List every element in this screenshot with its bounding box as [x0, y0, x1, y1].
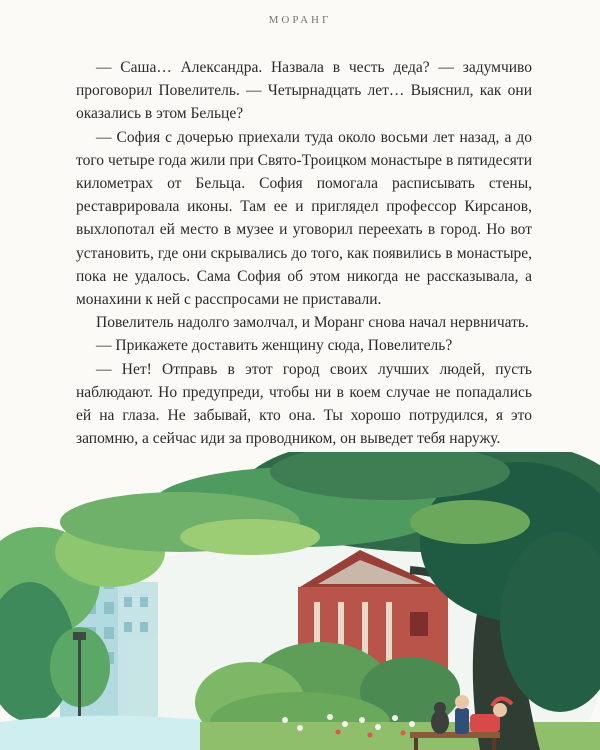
paragraph: — София с дочерью приехали туда около восьми лет назад, а до того четыре года жили при Свято-Троицком монастыре в пятидесяти километрах от Бельца. София помогала расписывать стены, реставрировала иконы. Там ее и приглядел профессор Кирсанов, выхлопотал ей место в музее и уговорил переехать в город. Но вот установить, где они скрывались до того, как появились в монастыре, пока не удалось. Сама София об этом никогда не рассказывала, а монахини к ней с расспросами не приставали. [76, 128, 532, 309]
paragraph: — Нет! Отправь в этот город своих лучших людей, пусть наблюдают. Но предупреди, чтобы ни в коем случае не попадались ей на глаза. Не забывай, кто она. Ты хорошо потрудился, я это запомню, а сейчас иди за проводником, он выведет тебя наружу. [76, 360, 532, 448]
paragraph: Повелитель надолго замолчал, и Моранг снова начал нервничать. [96, 314, 529, 332]
paragraph: — Саша… Александра. Назвала в честь деда? — задумчиво проговорил Повелитель. — Четырнадцать лет… Выяснил, как они оказались в этом Бельце? [76, 59, 532, 123]
lawn [200, 722, 600, 750]
park-scene-illustration [0, 452, 600, 750]
running-head: МОРАНГ [268, 14, 332, 26]
body-text [76, 56, 532, 450]
paragraph: — Прикажете доставить женщину сюда, Повелитель? [96, 337, 453, 355]
